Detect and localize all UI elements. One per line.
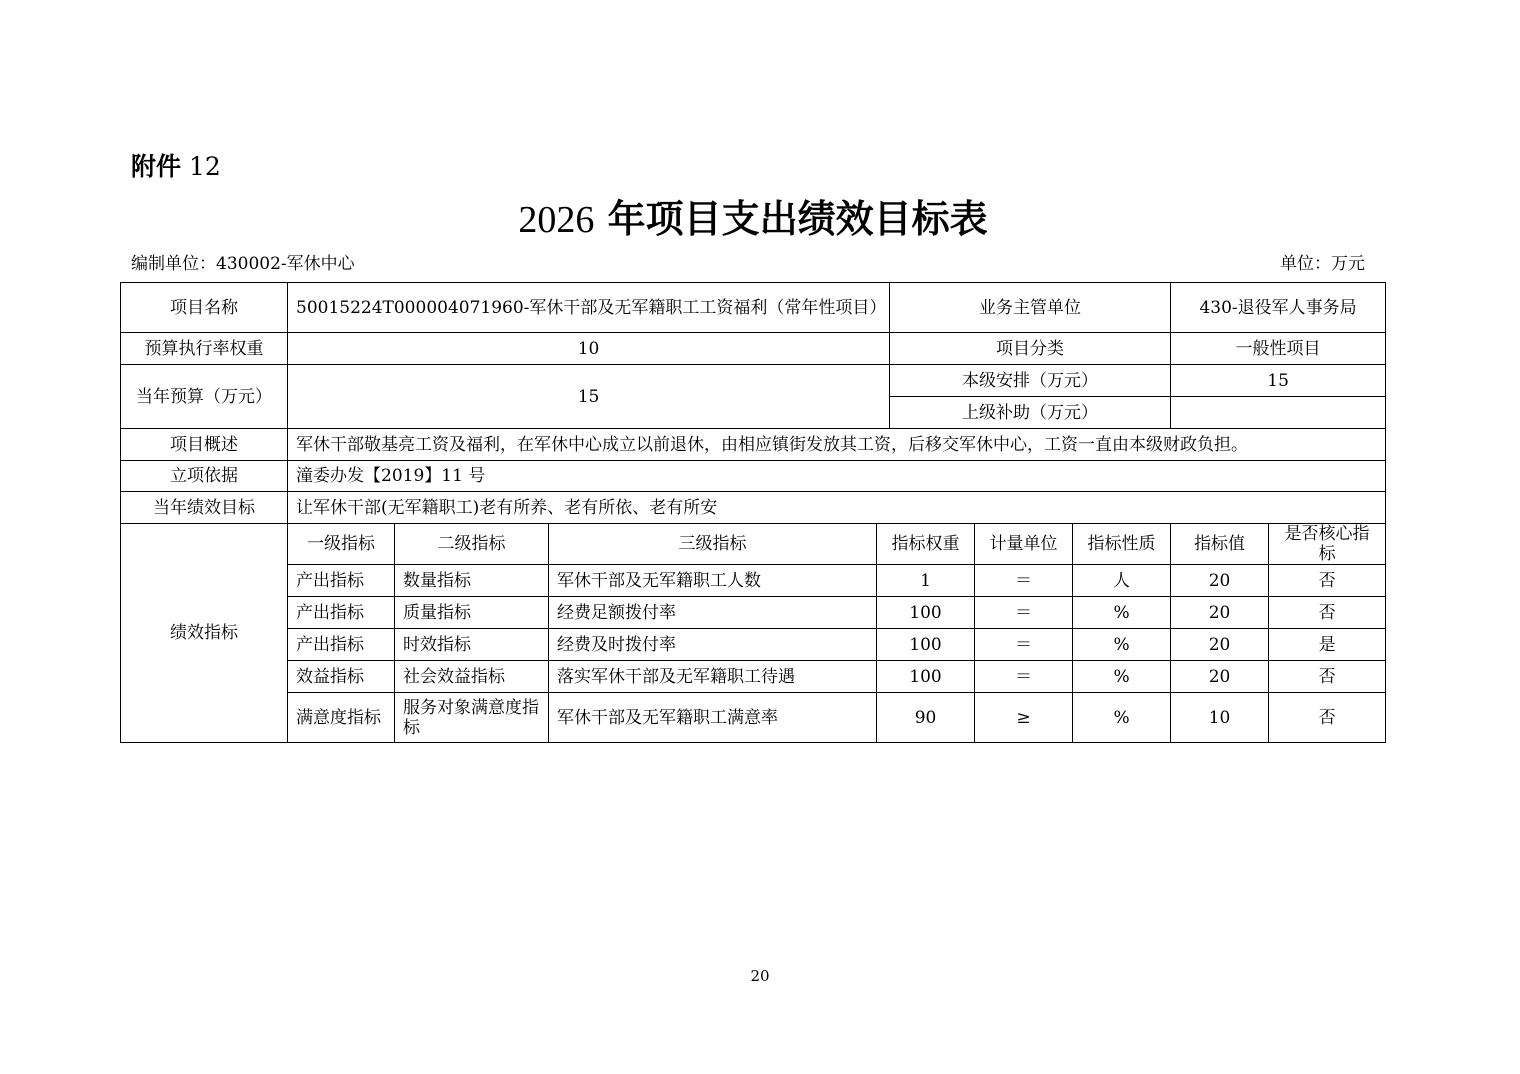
upper-label: 上级补助（万元） (890, 397, 1171, 429)
project-name-label: 项目名称 (121, 283, 288, 333)
unit-cell: ≥ (975, 693, 1073, 743)
indicator-header-cell: 指标权重 (877, 524, 975, 565)
level2-cell: 数量指标 (395, 565, 549, 597)
level1-cell: 产出指标 (288, 629, 395, 661)
indicator-header-cell: 一级指标 (288, 524, 395, 565)
weight-cell: 1 (877, 565, 975, 597)
table-row (121, 661, 1386, 693)
unit-cell: ＝ (975, 597, 1073, 629)
value-cell: 20 (1171, 597, 1269, 629)
currency-unit: 单位：万元 (1280, 254, 1365, 274)
level3-cell: 军休干部及无军籍职工满意率 (549, 693, 877, 743)
budget-label: 当年预算（万元） (121, 365, 288, 429)
page-number: 20 (750, 967, 770, 985)
level3-cell: 经费及时拨付率 (549, 629, 877, 661)
category-label: 项目分类 (890, 333, 1171, 365)
weight-cell: 100 (877, 629, 975, 661)
indicator-header-cell: 指标值 (1171, 524, 1269, 565)
indicator-header-cell: 计量单位 (975, 524, 1073, 565)
level3-cell: 军休干部及无军籍职工人数 (549, 565, 877, 597)
dept-label: 业务主管单位 (890, 283, 1171, 333)
local-label: 本级安排（万元） (890, 365, 1171, 397)
level2-cell: 社会效益指标 (395, 661, 549, 693)
value-cell: 20 (1171, 565, 1269, 597)
title-year: 2026 (518, 199, 595, 241)
row-basis (121, 461, 1386, 492)
attachment-number: 12 (188, 152, 221, 181)
attachment-word: 附件 (131, 152, 182, 181)
core-cell: 否 (1269, 565, 1386, 597)
indicator-header-cell: 指标性质 (1073, 524, 1171, 565)
row-project-name (121, 283, 1386, 333)
category-value: 一般性项目 (1171, 333, 1386, 365)
core-cell: 否 (1269, 661, 1386, 693)
overview-value: 军休干部敬基亮工资及福利，在军休中心成立以前退休，由相应镇街发放其工资，后移交军休中心，工资一直由本级财政负担。 (288, 429, 1386, 461)
indicator-header-cell: 三级指标 (549, 524, 877, 565)
project-name-value: 50015224T000004071960-军休干部及无军籍职工工资福利（常年性项目） (288, 283, 890, 333)
upper-value (1171, 397, 1386, 429)
dept-value: 430-退役军人事务局 (1171, 283, 1386, 333)
level1-cell: 满意度指标 (288, 693, 395, 743)
budget-value: 15 (288, 365, 890, 429)
indicator-header-cell: 二级指标 (395, 524, 549, 565)
value-cell: 20 (1171, 661, 1269, 693)
level2-cell: 质量指标 (395, 597, 549, 629)
row-budget-local (121, 365, 1386, 397)
weight-cell: 100 (877, 661, 975, 693)
nature-cell: 人 (1073, 565, 1171, 597)
nature-cell: % (1073, 661, 1171, 693)
value-cell: 10 (1171, 693, 1269, 743)
attachment-label (131, 147, 221, 183)
table-row (121, 629, 1386, 661)
basis-label: 立项依据 (121, 461, 288, 492)
overview-label: 项目概述 (121, 429, 288, 461)
level1-cell: 产出指标 (288, 597, 395, 629)
basis-value: 潼委办发【2019】11 号 (288, 461, 1386, 492)
indicator-header-row (121, 524, 1386, 565)
core-cell: 否 (1269, 597, 1386, 629)
core-cell: 是 (1269, 629, 1386, 661)
core-cell: 否 (1269, 693, 1386, 743)
indicator-section-label: 绩效指标 (121, 524, 288, 743)
weight-cell: 90 (877, 693, 975, 743)
goal-label: 当年绩效目标 (121, 492, 288, 524)
nature-cell: % (1073, 629, 1171, 661)
page-title (0, 188, 1506, 243)
indicator-header-cell: 是否核心指标 (1269, 524, 1386, 565)
compiling-unit: 编制单位：430002-军休中心 (131, 254, 355, 274)
unit-cell: ＝ (975, 629, 1073, 661)
level3-cell: 经费足额拨付率 (549, 597, 877, 629)
row-goal (121, 492, 1386, 524)
goal-value: 让军休干部(无军籍职工)老有所养、老有所依、老有所安 (288, 492, 1386, 524)
performance-table (120, 282, 1386, 743)
level1-cell: 产出指标 (288, 565, 395, 597)
weight-cell: 100 (877, 597, 975, 629)
level2-cell: 时效指标 (395, 629, 549, 661)
table-row (121, 565, 1386, 597)
row-weight (121, 333, 1386, 365)
weight-label: 预算执行率权重 (121, 333, 288, 365)
value-cell: 20 (1171, 629, 1269, 661)
title-text: 年项目支出绩效目标表 (607, 196, 988, 241)
level1-cell: 效益指标 (288, 661, 395, 693)
nature-cell: % (1073, 597, 1171, 629)
local-value: 15 (1171, 365, 1386, 397)
unit-cell: ＝ (975, 565, 1073, 597)
nature-cell: % (1073, 693, 1171, 743)
level3-cell: 落实军休干部及无军籍职工待遇 (549, 661, 877, 693)
weight-value: 10 (288, 333, 890, 365)
row-overview (121, 429, 1386, 461)
table-row (121, 597, 1386, 629)
level2-cell: 服务对象满意度指标 (395, 693, 549, 743)
table-row (121, 693, 1386, 743)
unit-cell: ＝ (975, 661, 1073, 693)
